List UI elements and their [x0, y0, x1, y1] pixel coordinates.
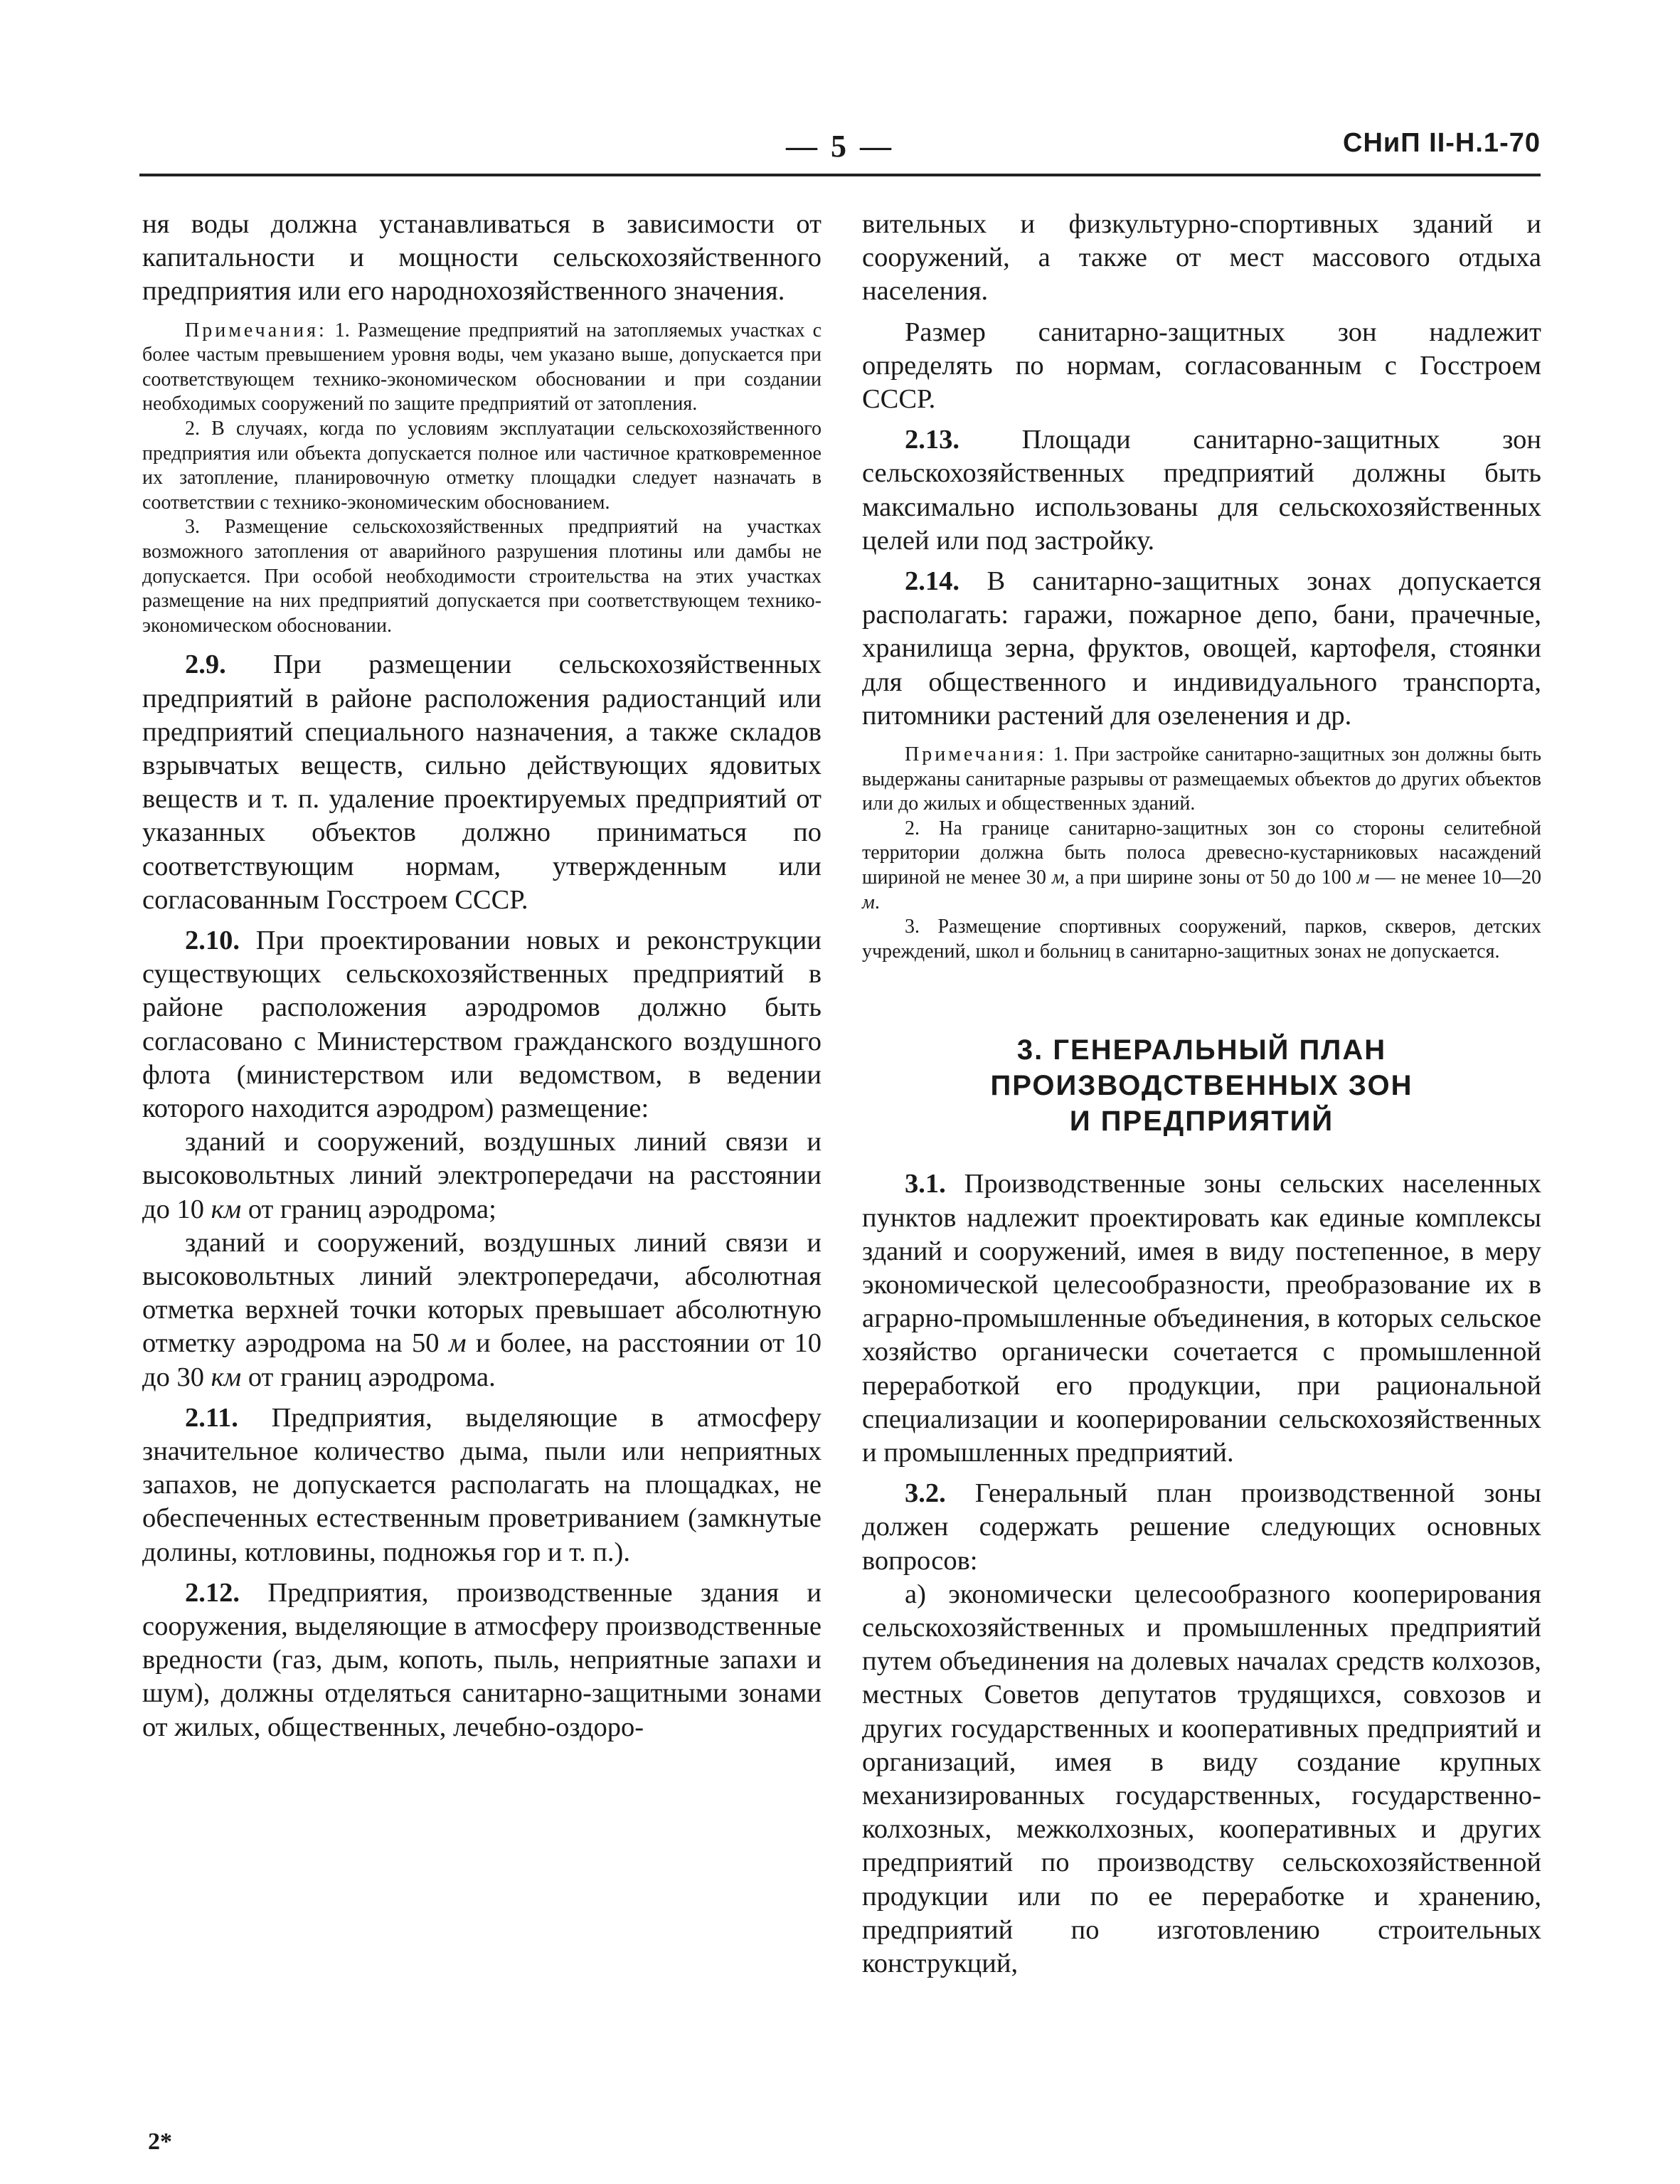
clause-3-2: 3.2. Генеральный план производственной зоны должен содержать решение следующих основных вопросов: [862, 1478, 1542, 1576]
paragraph: Размер санитарно-защитных зон надлежит определять по нормам, согласованным с Госстроем СССР. [862, 317, 1541, 415]
clause-number: 2.13. [905, 425, 959, 455]
clause-number: 2.9. [185, 650, 226, 680]
clause-number: 3.2. [905, 1478, 946, 1509]
left-column [142, 208, 822, 1744]
clause-2-10-item: зданий и сооружений, воздушных линий связи и высоковольтных линий электропередачи на расстоянии до 10 км от границ аэродрома; [142, 1127, 822, 1224]
note-item: Примечания: 1. Размещение предприятий на затопляемых участках с более частым превышением уровня воды, чем указано выше, допускается при соответствующем технико-экономическом обосновании и при создании необходимых сооружений по защите предприятий от затопления. [142, 319, 822, 415]
clause-2-13: 2.13. Площади санитарно-защитных зон сельскохозяйственных предприятий должны быть максимально использованы для сельскохозяйственных целей или под застройку. [862, 425, 1542, 556]
notes-label: Примечания: [185, 319, 327, 341]
section-heading-line: 3. ГЕНЕРАЛЬНЫЙ ПЛАН [1016, 1034, 1387, 1066]
clause-number: 3.1. [905, 1169, 946, 1199]
note-item: Примечания: 1. При застройке санитарно-защитных зон должны быть выдержаны санитарные разрывы от размещаемых объектов до других объектов или до жилых и общественных зданий. [862, 743, 1541, 815]
document-code: СНиП II-Н.1-70 [1343, 128, 1541, 158]
clause-2-10: 2.10. При проектировании новых и реконструкции существующих сельскохозяйственных предприятий в районе расположения аэродромов должно быть согласовано с Министерством гражданского воздушного флота (министерством или ведомством, в ведении которого находится аэродром) размещение: [142, 925, 822, 1123]
clause-number: 2.14. [905, 566, 959, 597]
page-number: — 5 — [786, 129, 894, 164]
notes-block [862, 743, 1541, 964]
signature-mark: 2* [148, 2129, 172, 2155]
clause-2-14: 2.14. В санитарно-защитных зонах допускается располагать: гаражи, пожарное депо, бани, прачечные, хранилища зерна, фруктов, овощей, картофеля, стоянки для общественного и индивидуального транспорта, питомники растений для озеленения и др. [862, 566, 1542, 731]
clause-3-2-item: а) экономически целесообразного кооперирования сельскохозяйственных и промышленных предприятий путем объединения на долевых началах средств колхозов, местных Советов депутатов трудящихся, совхозов и других государственных и кооперативных предприятий и организаций, имея в виду создание крупных механизированных государственных, государственно-колхозных, межколхозных, кооперативных и других предприятий по производству сельскохозяйственной продукции или по ее переработке и хранению, предприятий по изготовлению строительных конструкций, [862, 1579, 1541, 1979]
clause-number: 2.10. [185, 925, 240, 955]
section-heading-line: ПРОИЗВОДСТВЕННЫХ ЗОН [990, 1070, 1413, 1102]
note-item: 3. Размещение сельскохозяйственных предприятий на участках возможного затопления от аварийного разрушения плотины или дамбы не допускается. При особой необходимости строительства на этих участках размещение на них предприятий допускается при соответствующем технико-экономическом обосновании. [142, 516, 822, 637]
section-heading [862, 1032, 1541, 1139]
clause-2-9: 2.9. При размещении сельскохозяйственных предприятий в районе расположения радиостанций или предприятий специального назначения, а также складов взрывчатых веществ, сильно действующих ядовитых веществ и т. п. удаление проектируемых предприятий от указанных объектов должно приниматься по соответствующим нормам, утвержденным или согласованным Госстроем СССР. [142, 650, 822, 915]
header-rule [139, 174, 1541, 176]
clause-number: 2.11. [185, 1402, 238, 1433]
right-column [862, 208, 1541, 1981]
clause-3-1: 3.1. Производственные зоны сельских населенных пунктов надлежит проектировать как единые комплексы зданий и сооружений, имея в виду постепенное, в меру экономической целесообразности, преобразование их в аграрно-промышленные объединения, в которых сельское хозяйство органически сочетается с промышленной переработкой его продукции, при рациональной специализации и кооперировании сельскохозяйственных и промышленных предприятий. [862, 1169, 1542, 1468]
note-item: 3. Размещение спортивных сооружений, парков, скверов, детских учреждений, школ и больниц в санитарно-защитных зонах не допускается. [862, 916, 1541, 963]
paragraph: вительных и физкультурно-спортивных зданий и сооружений, а также от мест массового отдыха населения. [862, 209, 1541, 307]
page-header [139, 128, 1541, 171]
note-item: 2. В случаях, когда по условиям эксплуатации сельскохозяйственного предприятия или объекта допускается полное или частичное кратковременное их затопление, планировочную отметку площадки следует назначать в соответствии с технико-экономическим обоснованием. [142, 417, 822, 514]
clause-number: 2.12. [185, 1577, 240, 1608]
clause-2-10-item: зданий и сооружений, воздушных линий связи и высоковольтных линий электропередачи, абсолютная отметка верхней точки которых превышает абсолютную отметку аэродрома на 50 м и более, на расстоянии от 10 до 30 км от границ аэродрома. [142, 1227, 822, 1392]
notes-label: Примечания: [905, 743, 1047, 766]
note-item: 2. На границе санитарно-защитных зон со стороны селитебной территории должна быть полоса древесно-кустарниковых насаждений шириной не менее 30 м, а при ширине зоны от 50 до 100 м — не менее 10—20 м. [862, 817, 1541, 913]
clause-2-12: 2.12. Предприятия, производственные здания и сооружения, выделяющие в атмосферу производственные вредности (газ, дым, копоть, пыль, неприятные запахи и шум), должны отделяться санитарно-защитными зонами от жилых, общественных, лечебно-оздоро- [142, 1577, 822, 1742]
section-heading-line: И ПРЕДПРИЯТИЙ [1069, 1106, 1334, 1138]
paragraph: ня воды должна устанавливаться в зависимости от капитальности и мощности сельскохозяйственного предприятия или его народнохозяйственного значения. [142, 209, 822, 307]
notes-block [142, 319, 822, 639]
clause-2-11: 2.11. Предприятия, выделяющие в атмосферу значительное количество дыма, пыли или неприятных запахов, не допускается располагать на площадках, не обеспеченных естественным проветриванием (замкнутые долины, котловины, подножья гор и т. п.). [142, 1402, 822, 1567]
